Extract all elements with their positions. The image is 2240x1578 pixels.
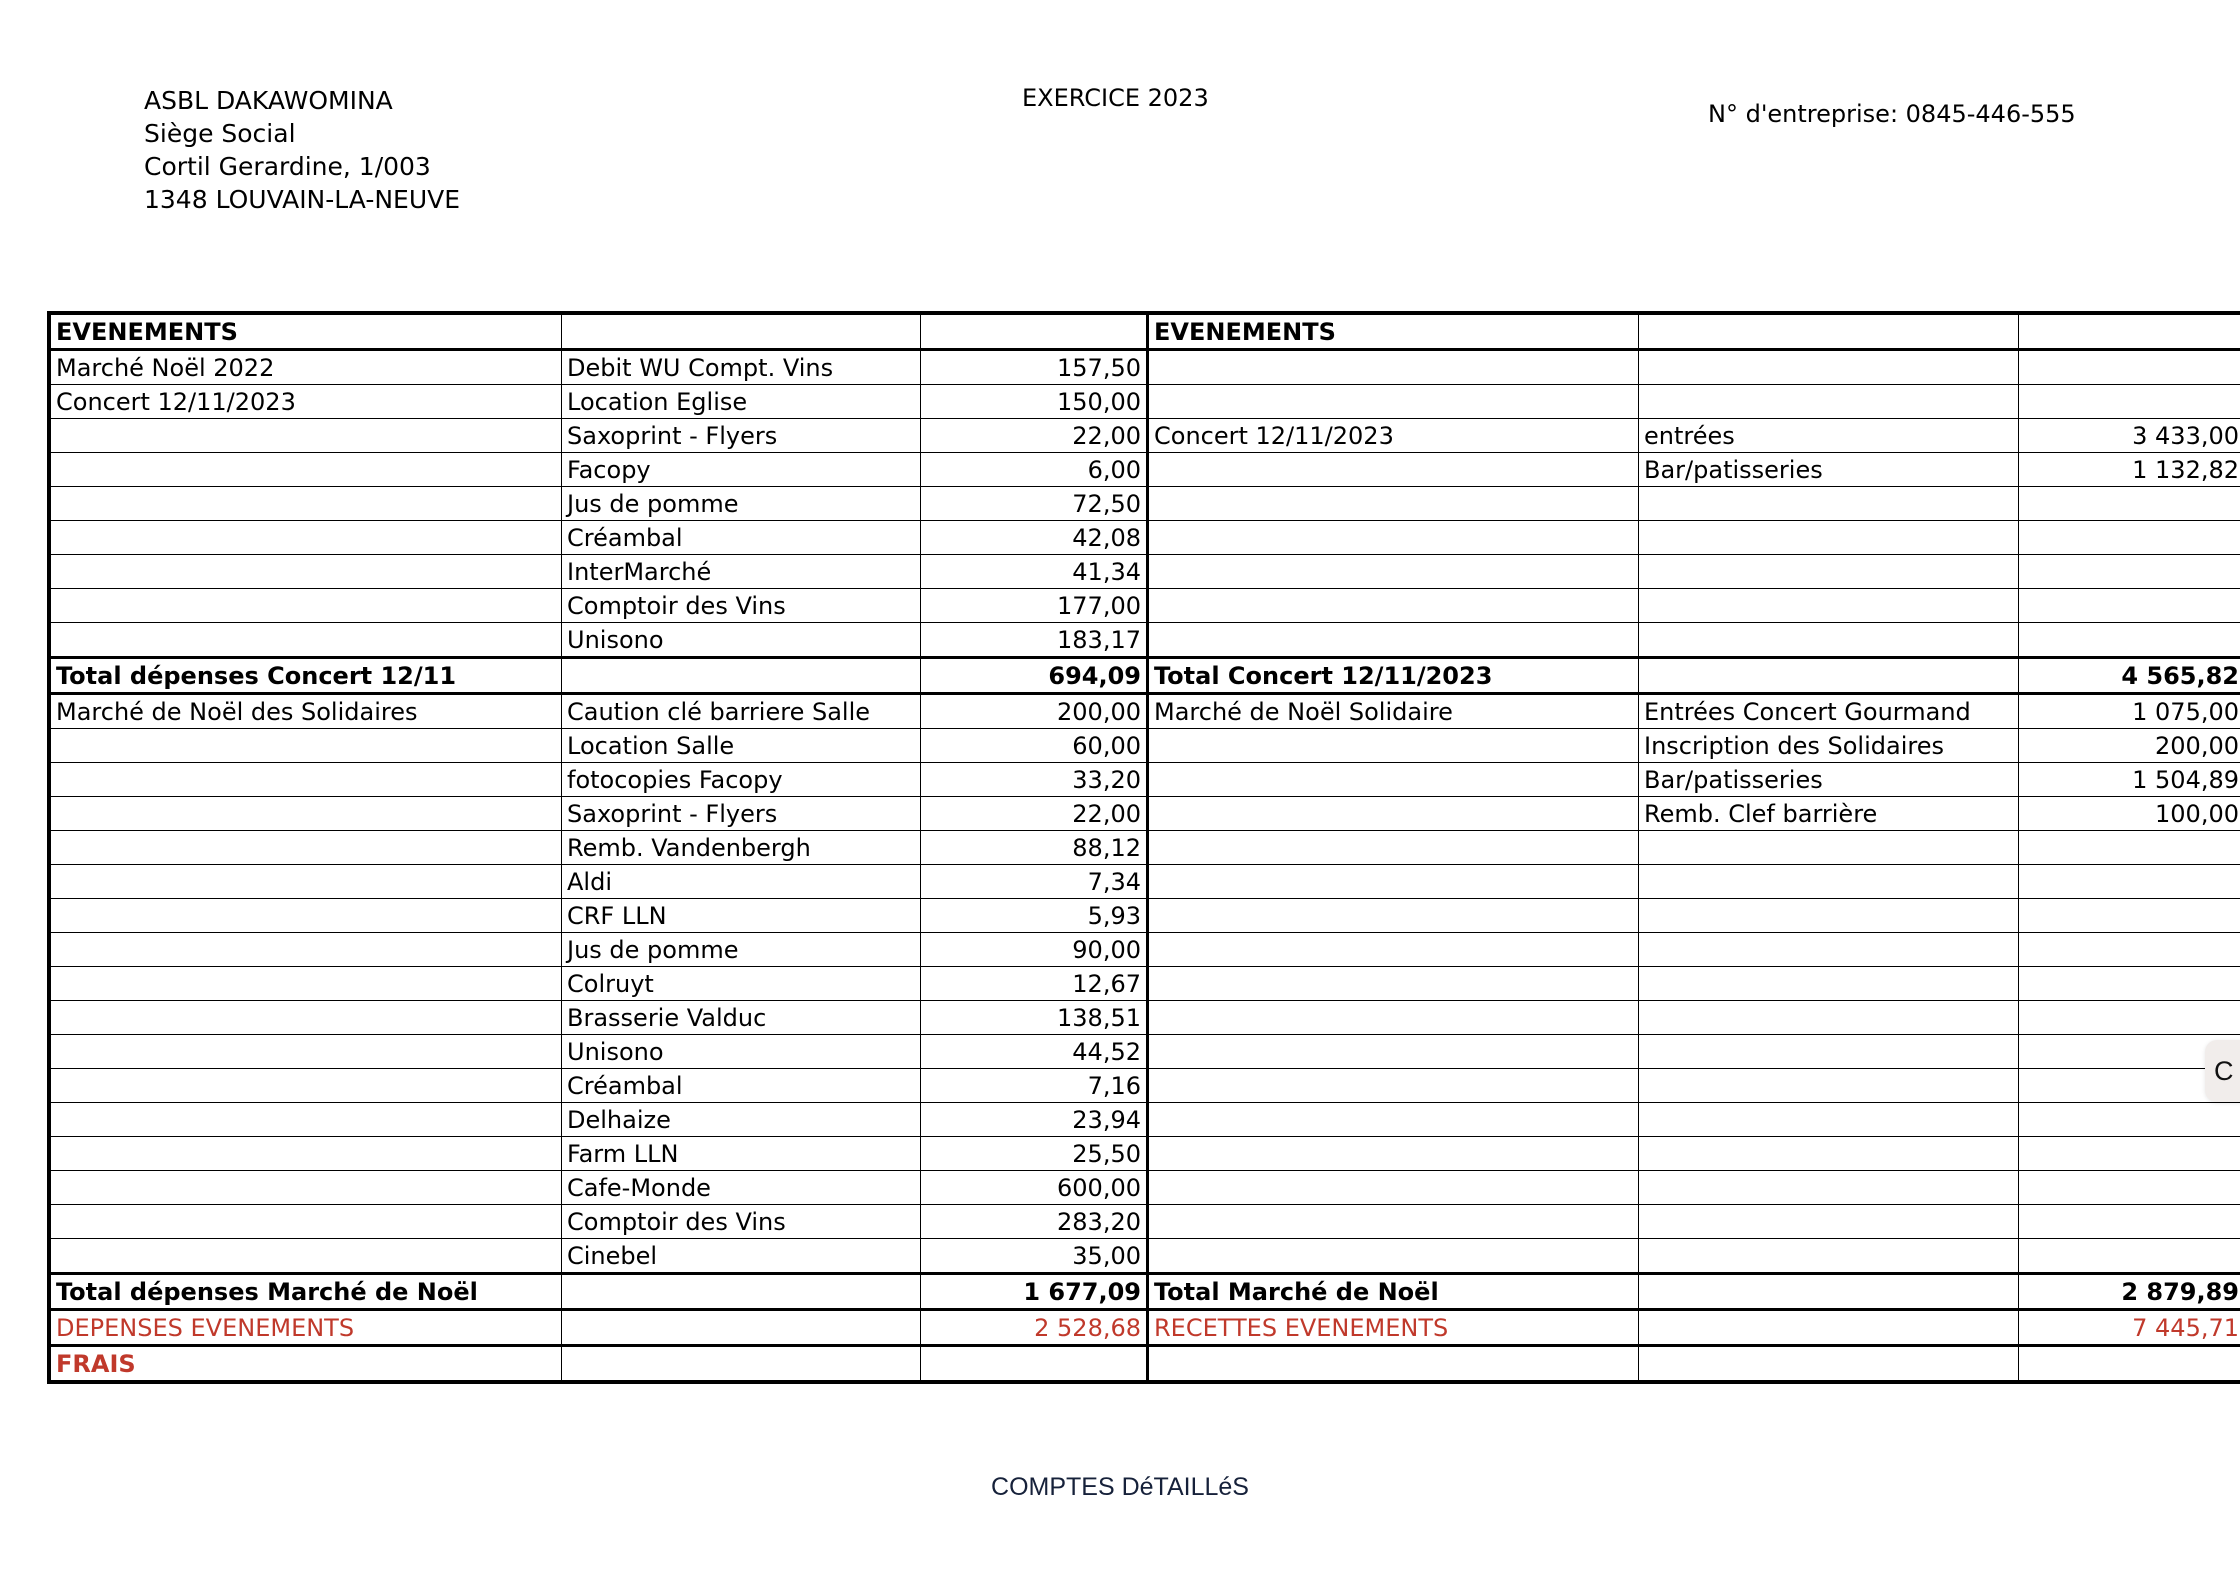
cell-c4	[1148, 589, 1639, 623]
cell-c4	[1148, 831, 1639, 865]
cell-c3: 7,16	[921, 1069, 1148, 1103]
cell-c6	[2019, 1239, 2240, 1274]
cell-c1	[49, 865, 562, 899]
cell-c5: Bar/patisseries	[1639, 453, 2019, 487]
cell-c3: 25,50	[921, 1137, 1148, 1171]
cell-c1	[49, 1103, 562, 1137]
table-row	[49, 313, 2240, 350]
cell-c3: 138,51	[921, 1001, 1148, 1035]
table-row	[49, 1274, 2240, 1310]
cell-c2: Cafe-Monde	[562, 1171, 921, 1205]
cell-c5	[1639, 1346, 2019, 1383]
cell-c3: 183,17	[921, 623, 1148, 658]
cell-c4	[1148, 385, 1639, 419]
cell-c2: Créambal	[562, 521, 921, 555]
cell-c2: Cinebel	[562, 1239, 921, 1274]
table-row	[49, 1137, 2240, 1171]
cell-c2	[562, 1346, 921, 1383]
cell-c5	[1639, 1103, 2019, 1137]
cell-c1	[49, 933, 562, 967]
cell-c2: Delhaize	[562, 1103, 921, 1137]
cell-c4	[1148, 1171, 1639, 1205]
cell-c3: 5,93	[921, 899, 1148, 933]
table-row	[49, 419, 2240, 453]
cell-c5	[1639, 865, 2019, 899]
cell-c1	[49, 487, 562, 521]
cell-c3: 23,94	[921, 1103, 1148, 1137]
cell-c6	[2019, 967, 2240, 1001]
table-row	[49, 1103, 2240, 1137]
cell-c4	[1148, 555, 1639, 589]
cell-c6	[2019, 487, 2240, 521]
cell-c3: 41,34	[921, 555, 1148, 589]
cell-c5	[1639, 1069, 2019, 1103]
cell-c2: Location Eglise	[562, 385, 921, 419]
cell-c1	[49, 967, 562, 1001]
cell-c2: Remb. Vandenbergh	[562, 831, 921, 865]
cell-c5	[1639, 589, 2019, 623]
cell-c3: 200,00	[921, 694, 1148, 729]
cell-c5	[1639, 1239, 2019, 1274]
cell-c5	[1639, 658, 2019, 694]
cell-c4	[1148, 521, 1639, 555]
cell-c5	[1639, 521, 2019, 555]
table-row	[49, 555, 2240, 589]
cell-c2	[562, 313, 921, 350]
cell-c5	[1639, 967, 2019, 1001]
org-city: 1348 LOUVAIN-LA-NEUVE	[144, 185, 461, 214]
cell-c1: Total dépenses Marché de Noël	[49, 1274, 562, 1310]
cell-c5	[1639, 385, 2019, 419]
cell-c4: RECETTES EVENEMENTS	[1148, 1310, 1639, 1346]
cell-c4	[1148, 453, 1639, 487]
cell-c3: 12,67	[921, 967, 1148, 1001]
cell-c3: 694,09	[921, 658, 1148, 694]
table-row	[49, 831, 2240, 865]
cell-c6	[2019, 1001, 2240, 1035]
cell-c5: Bar/patisseries	[1639, 763, 2019, 797]
cell-c5	[1639, 350, 2019, 385]
cell-c6: 200,00	[2019, 729, 2240, 763]
cell-c1	[49, 453, 562, 487]
cell-c6	[2019, 313, 2240, 350]
cell-c4	[1148, 1035, 1639, 1069]
table-row	[49, 350, 2240, 385]
cell-c5	[1639, 831, 2019, 865]
cell-c2: CRF LLN	[562, 899, 921, 933]
cell-c5: Remb. Clef barrière	[1639, 797, 2019, 831]
cell-c2: Colruyt	[562, 967, 921, 1001]
cell-c2: fotocopies Facopy	[562, 763, 921, 797]
cell-c4: Marché de Noël Solidaire	[1148, 694, 1639, 729]
cell-c2	[562, 658, 921, 694]
cell-c1	[49, 1137, 562, 1171]
table-row	[49, 487, 2240, 521]
table-row	[49, 1171, 2240, 1205]
cell-c3: 33,20	[921, 763, 1148, 797]
accounts-table	[47, 311, 2240, 1384]
cell-c3: 7,34	[921, 865, 1148, 899]
cell-c4	[1148, 1346, 1639, 1383]
cell-c5	[1639, 555, 2019, 589]
cell-c6: 4 565,82	[2019, 658, 2240, 694]
cell-c6	[2019, 385, 2240, 419]
cell-c1	[49, 419, 562, 453]
cell-c4	[1148, 1239, 1639, 1274]
cell-c4	[1148, 729, 1639, 763]
cell-c6: 3 433,00	[2019, 419, 2240, 453]
cell-c3: 44,52	[921, 1035, 1148, 1069]
cell-c4	[1148, 1001, 1639, 1035]
table-row	[49, 694, 2240, 729]
side-panel-label: C	[2214, 1055, 2234, 1086]
cell-c1: Concert 12/11/2023	[49, 385, 562, 419]
table-row	[49, 1205, 2240, 1239]
table-row	[49, 623, 2240, 658]
cell-c5	[1639, 487, 2019, 521]
cell-c5	[1639, 1205, 2019, 1239]
cell-c5: entrées	[1639, 419, 2019, 453]
cell-c5	[1639, 1137, 2019, 1171]
cell-c1	[49, 831, 562, 865]
cell-c6	[2019, 899, 2240, 933]
cell-c5	[1639, 1035, 2019, 1069]
cell-c3: 90,00	[921, 933, 1148, 967]
cell-c3: 283,20	[921, 1205, 1148, 1239]
cell-c3: 22,00	[921, 419, 1148, 453]
cell-c6: 1 075,00	[2019, 694, 2240, 729]
cell-c4	[1148, 797, 1639, 831]
table-row	[49, 521, 2240, 555]
cell-c5	[1639, 1171, 2019, 1205]
cell-c4: Total Concert 12/11/2023	[1148, 658, 1639, 694]
cell-c5	[1639, 313, 2019, 350]
cell-c1	[49, 589, 562, 623]
cell-c1: Marché Noël 2022	[49, 350, 562, 385]
cell-c2: Aldi	[562, 865, 921, 899]
cell-c1: FRAIS	[49, 1346, 562, 1383]
org-name: ASBL DAKAWOMINA	[144, 86, 393, 115]
exercice-label: EXERCICE 2023	[1022, 84, 1209, 112]
cell-c6	[2019, 865, 2240, 899]
cell-c1	[49, 555, 562, 589]
cell-c1	[49, 763, 562, 797]
cell-c6	[2019, 350, 2240, 385]
cell-c1: Marché de Noël des Solidaires	[49, 694, 562, 729]
cell-c3: 6,00	[921, 453, 1148, 487]
cell-c5	[1639, 933, 2019, 967]
cell-c4	[1148, 623, 1639, 658]
cell-c4	[1148, 487, 1639, 521]
cell-c2	[562, 1274, 921, 1310]
cell-c2: Caution clé barriere Salle	[562, 694, 921, 729]
cell-c1	[49, 1239, 562, 1274]
cell-c6: 7 445,71	[2019, 1310, 2240, 1346]
cell-c6	[2019, 1171, 2240, 1205]
cell-c3	[921, 313, 1148, 350]
cell-c3: 150,00	[921, 385, 1148, 419]
org-address: Cortil Gerardine, 1/003	[144, 152, 431, 181]
cell-c3: 1 677,09	[921, 1274, 1148, 1310]
cell-c3: 60,00	[921, 729, 1148, 763]
cell-c4	[1148, 933, 1639, 967]
cell-c4: Concert 12/11/2023	[1148, 419, 1639, 453]
cell-c6	[2019, 831, 2240, 865]
cell-c3: 88,12	[921, 831, 1148, 865]
company-number: N° d'entreprise: 0845-446-555	[1708, 100, 2076, 128]
table-row	[49, 865, 2240, 899]
accounts-table-body	[49, 313, 2240, 1382]
cell-c1: EVENEMENTS	[49, 313, 562, 350]
cell-c4	[1148, 865, 1639, 899]
cell-c1	[49, 1035, 562, 1069]
table-row	[49, 589, 2240, 623]
cell-c2: Comptoir des Vins	[562, 589, 921, 623]
cell-c6	[2019, 933, 2240, 967]
cell-c4	[1148, 763, 1639, 797]
cell-c3: 22,00	[921, 797, 1148, 831]
cell-c4	[1148, 899, 1639, 933]
cell-c4	[1148, 967, 1639, 1001]
cell-c2: Unisono	[562, 1035, 921, 1069]
cell-c2: Saxoprint - Flyers	[562, 797, 921, 831]
cell-c2: Debit WU Compt. Vins	[562, 350, 921, 385]
cell-c1	[49, 729, 562, 763]
table-row	[49, 1310, 2240, 1346]
cell-c4	[1148, 1103, 1639, 1137]
cell-c6	[2019, 521, 2240, 555]
table-row	[49, 763, 2240, 797]
cell-c6: 100,00	[2019, 797, 2240, 831]
cell-c5: Entrées Concert Gourmand	[1639, 694, 2019, 729]
cell-c3: 42,08	[921, 521, 1148, 555]
cell-c6	[2019, 1103, 2240, 1137]
document-header	[0, 84, 2240, 224]
cell-c2: Unisono	[562, 623, 921, 658]
cell-c2: Saxoprint - Flyers	[562, 419, 921, 453]
side-panel-clipped[interactable]	[2205, 1040, 2240, 1102]
cell-c6	[2019, 1137, 2240, 1171]
cell-c2: Comptoir des Vins	[562, 1205, 921, 1239]
cell-c1	[49, 899, 562, 933]
cell-c1: DEPENSES EVENEMENTS	[49, 1310, 562, 1346]
cell-c1	[49, 1069, 562, 1103]
cell-c5	[1639, 1274, 2019, 1310]
cell-c6: 2 879,89	[2019, 1274, 2240, 1310]
cell-c6	[2019, 555, 2240, 589]
cell-c4	[1148, 350, 1639, 385]
cell-c3	[921, 1346, 1148, 1383]
cell-c2: Facopy	[562, 453, 921, 487]
cell-c5	[1639, 899, 2019, 933]
cell-c5	[1639, 623, 2019, 658]
cell-c4	[1148, 1137, 1639, 1171]
cell-c1	[49, 623, 562, 658]
table-row	[49, 1035, 2240, 1069]
cell-c4: Total Marché de Noël	[1148, 1274, 1639, 1310]
cell-c1	[49, 521, 562, 555]
org-line-2: Siège Social	[144, 119, 296, 148]
cell-c2: Jus de pomme	[562, 487, 921, 521]
cell-c6	[2019, 623, 2240, 658]
cell-c5: Inscription des Solidaires	[1639, 729, 2019, 763]
table-row	[49, 797, 2240, 831]
cell-c5	[1639, 1310, 2019, 1346]
table-row	[49, 967, 2240, 1001]
cell-c2: InterMarché	[562, 555, 921, 589]
table-row	[49, 933, 2240, 967]
table-row	[49, 1346, 2240, 1383]
cell-c6	[2019, 1205, 2240, 1239]
cell-c1	[49, 1205, 562, 1239]
cell-c6: 1 504,89	[2019, 763, 2240, 797]
cell-c1	[49, 1001, 562, 1035]
page-footer-title: COMPTES DéTAILLéS	[991, 1473, 1249, 1501]
table-row	[49, 453, 2240, 487]
cell-c3: 177,00	[921, 589, 1148, 623]
cell-c6: 1 132,82	[2019, 453, 2240, 487]
cell-c1: Total dépenses Concert 12/11	[49, 658, 562, 694]
cell-c2: Location Salle	[562, 729, 921, 763]
table-row	[49, 729, 2240, 763]
cell-c5	[1639, 1001, 2019, 1035]
table-row	[49, 658, 2240, 694]
cell-c6	[2019, 589, 2240, 623]
table-row	[49, 385, 2240, 419]
table-row	[49, 1001, 2240, 1035]
cell-c3: 72,50	[921, 487, 1148, 521]
cell-c4	[1148, 1069, 1639, 1103]
table-row	[49, 1069, 2240, 1103]
cell-c1	[49, 797, 562, 831]
organisation-block	[144, 84, 460, 216]
cell-c2: Farm LLN	[562, 1137, 921, 1171]
cell-c2: Jus de pomme	[562, 933, 921, 967]
table-row	[49, 1239, 2240, 1274]
cell-c1	[49, 1171, 562, 1205]
cell-c3: 600,00	[921, 1171, 1148, 1205]
cell-c2: Créambal	[562, 1069, 921, 1103]
cell-c3: 157,50	[921, 350, 1148, 385]
cell-c2	[562, 1310, 921, 1346]
table-row	[49, 899, 2240, 933]
cell-c3: 2 528,68	[921, 1310, 1148, 1346]
cell-c6	[2019, 1346, 2240, 1383]
cell-c3: 35,00	[921, 1239, 1148, 1274]
cell-c2: Brasserie Valduc	[562, 1001, 921, 1035]
cell-c4	[1148, 1205, 1639, 1239]
cell-c4: EVENEMENTS	[1148, 313, 1639, 350]
